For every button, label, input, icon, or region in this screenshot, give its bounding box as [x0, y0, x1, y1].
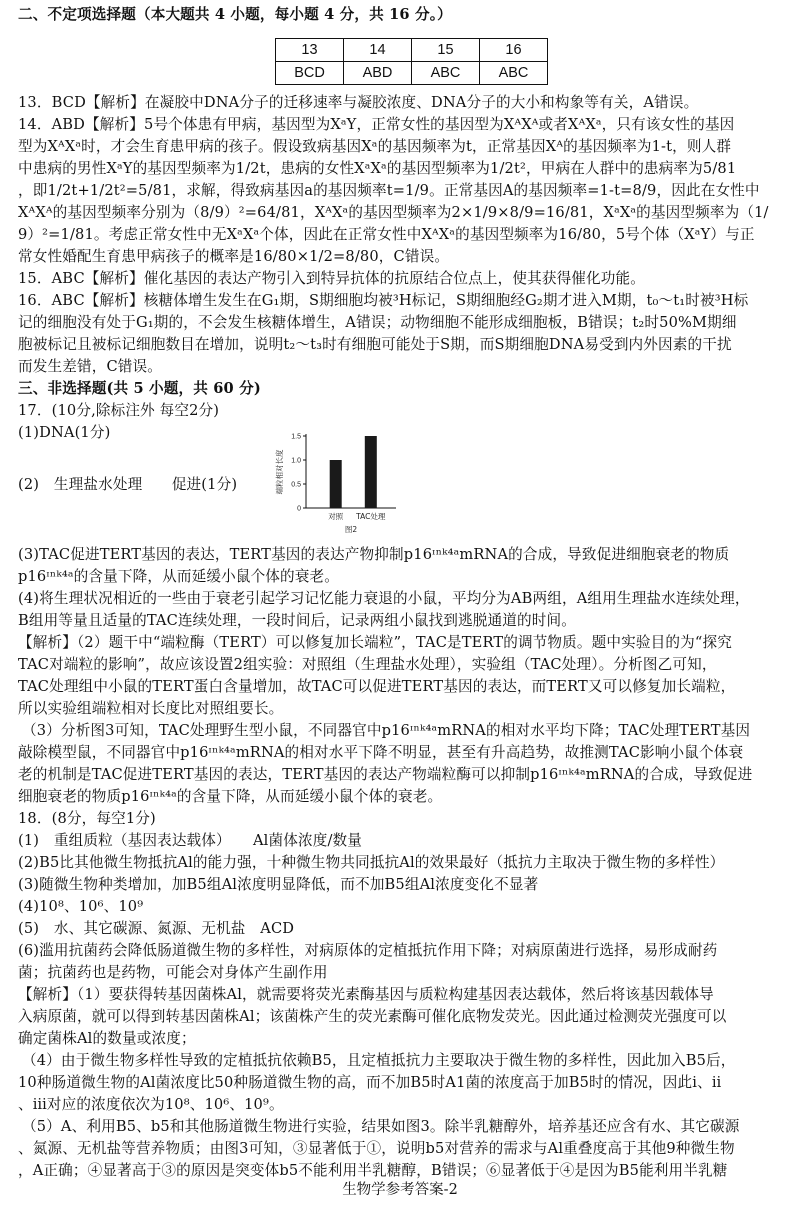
q18-analysis-line: 、ⅲ对应的浓度依次为10⁸、10⁶、10⁹。 — [18, 1096, 284, 1113]
chart-title: 图2 — [344, 525, 358, 534]
q17-analysis-line: 【解析】（2）题干中“端粒酶（TERT）可以修复加长端粒”，TAC是TERT的调节物质。题中实验目的为“探究 — [18, 634, 732, 651]
q14-explanation-line: 9）²=1/81。考虑正常女性中无XᵃXᵃ个体，因此在正常女性中XᴬXᵃ的基因型频率为16/80，5号个体（XᵃY）与正 — [18, 226, 755, 243]
q17-analysis-line: 敲除模型鼠，不同器官中p16ᶦⁿᵏ⁴ᵃmRNA的相对水平下降不明显，甚至有升高趋势，故推测TAC影响小鼠个体衰 — [18, 744, 744, 761]
q18-analysis-line: 确定菌株Al的数量或浓度； — [18, 1030, 196, 1047]
answer-14: ABD — [344, 62, 412, 85]
q17-answer-3-line: (3)TAC促进TERT基因的表达，TERT基因的表达产物抑制p16ᶦⁿᵏ⁴ᵃmRNA的合成，导致促进细胞衰老的物质 — [18, 546, 730, 563]
q14-explanation-line: 型为XᴬXᵃ时，才会生育患甲病的孩子。假设致病基因Xᵃ的基因频率为t，正常基因Xᴬ的基因频率为1-t，则人群 — [18, 138, 732, 155]
answer-number-15: 15 — [412, 39, 480, 62]
q17-answer-4-line: B组用等量且适量的TAC连续处理，一段时间后，记录两组小鼠找到逃脱通道的时间。 — [18, 612, 576, 629]
answer-13: BCD — [276, 62, 344, 85]
y-axis-title: 端粒相对长度 — [275, 449, 284, 495]
q18-answer-3: (3)随微生物种类增加，加B5组Al浓度明显降低，而不加B5组Al浓度变化不显著 — [18, 876, 539, 893]
answer-number-13: 13 — [276, 39, 344, 62]
q14-explanation-line: 中患病的男性XᵃY的基因型频率为1/2t，患病的女性XᵃXᵃ的基因型频率为1/2t²，甲病在人群中的患病率为5/81 — [18, 160, 737, 177]
q16-explanation-line: 16．ABC【解析】核糖体增生发生在G₁期，S期细胞均被³H标记，S期细胞经G₂期才进入M期，t₀～t₁时被³H标 — [18, 292, 749, 309]
answer-table — [275, 38, 548, 85]
q18-answer-4: (4)10⁸、10⁶、10⁹ — [18, 898, 144, 915]
q18-analysis-line: （4）由于微生物多样性导致的定植抵抗依赖B5，且定植抵抗力主要取决于微生物的多样性，因此加入B5后， — [22, 1052, 736, 1069]
q18-analysis-line: （5）A、利用B5、b5和其他肠道微生物进行实验，结果如图3。除半乳糖醇外，培养基还应含有水、其它碳源 — [22, 1118, 740, 1135]
answer-15: ABC — [412, 62, 480, 85]
page-footer: 生物学参考答案-2 — [342, 1182, 458, 1198]
q16-explanation-line: 而发生差错，C错误。 — [18, 358, 163, 375]
q17-analysis-line: 细胞衰老的物质p16ᶦⁿᵏ⁴ᵃ的含量下降，从而延缓小鼠个体的衰老。 — [18, 788, 443, 805]
chart-layer — [274, 434, 396, 535]
q14-explanation-line: 常女性婚配生育患甲病孩子的概率是16/80×1/2=8/80，C错误。 — [18, 248, 450, 265]
bar-1 — [330, 460, 342, 508]
q18-header: 18．(8分，每空1分) — [18, 810, 156, 827]
q17-answer-3-line: p16ᶦⁿᵏ⁴ᵃ的含量下降，从而延缓小鼠个体的衰老。 — [18, 568, 340, 585]
q18-analysis-line: ，A正确；④显著高于③的原因是突变体b5不能利用半乳糖醇，B错误；⑥显著低于④是因为B5能利用半乳糖 — [18, 1162, 728, 1179]
q18-answer-2: (2)B5比其他微生物抵抗Al的能力强，十种微生物共同抵抗Al的效果最好（抵抗力主取决于微生物的多样性） — [18, 854, 725, 871]
section3-title: 三、非选择题(共 5 小题，共 60 分) — [18, 380, 261, 397]
q14-explanation-line: 14．ABD【解析】5号个体患有甲病，基因型为XᵃY，正常女性的基因型为XᴬXᴬ或者XᴬXᵃ，只有该女性的基因 — [18, 116, 735, 133]
q17-analysis-line: （3）分析图3可知，TAC处理野生型小鼠，不同器官中p16ᶦⁿᵏ⁴ᵃmRNA的相对水平均下降；TAC处理TERT基因 — [22, 722, 751, 739]
q17-header: 17．(10分,除标注外 每空2分) — [18, 402, 220, 419]
answer-16: ABC — [480, 62, 548, 85]
y-tick-label: 1.0 — [291, 457, 301, 465]
answer-table-answer-row — [276, 62, 548, 85]
q18-analysis-line: 入病原菌，就可以得到转基因菌株Al；该菌株产生的荧光素酶可催化底物发荧光。因此通过检测荧光强度可以 — [18, 1008, 727, 1025]
q14-explanation-line: XᴬXᴬ的基因型频率分别为（8/9）²=64/81，XᴬXᵃ的基因型频率为2×1/9×8/9=16/81，XᵃXᵃ的基因型频率为（1/ — [18, 204, 769, 221]
q17-answer-4-line: (4)将生理状况相近的一些由于衰老引起学习记忆能力衰退的小鼠，平均分为AB两组，A组用生理盐水连续处理， — [18, 590, 750, 607]
q16-explanation-line: 记的细胞没有处于G₁期的，不会发生核糖体增生，A错误；动物细胞不能形成细胞板，B错误；t₂时50%M期细 — [18, 314, 737, 331]
answer-number-16: 16 — [480, 39, 548, 62]
y-tick-label: 0.5 — [291, 481, 301, 489]
q18-answer-6-line: (6)滥用抗菌药会降低肠道微生物的多样性，对病原体的定植抵抗作用下降；对病原菌进行选择，易形成耐药 — [18, 942, 718, 959]
q17-answer-1: (1)DNA(1分) — [18, 424, 111, 441]
answer-table-header-row — [276, 39, 548, 62]
q17-analysis-line: 老的机制是TAC促进TERT基因的表达，TERT基因的表达产物端粒酶可以抑制p16ᶦⁿᵏ⁴ᵃmRNA的合成，导致促进 — [18, 766, 753, 783]
q18-analysis-line: 【解析】（1）要获得转基因菌株Al，就需要将荧光素酶基因与质粒构建基因表达载体，然后将该基因载体导 — [18, 986, 714, 1003]
bar-2 — [365, 436, 377, 508]
answer-number-14: 14 — [344, 39, 412, 62]
q16-explanation-line: 胞被标记且被标记细胞数目在增加，说明t₂～t₃时有细胞可能处于S期，而S期细胞DNA易受到内外因素的干扰 — [18, 336, 732, 353]
q18-analysis-line: 10种肠道微生物的Al菌浓度比50种肠道微生物的高，而不加B5时A1菌的浓度高于加B5时的情况，因此ⅰ、ⅱ — [18, 1074, 722, 1091]
figure-2-bar-chart — [272, 424, 412, 534]
q18-answer-5: (5) 水、其它碳源、氮源、无机盐 ACD — [18, 920, 295, 937]
x-tick-label: 对照 — [328, 512, 344, 521]
q13-explanation: 13．BCD【解析】在凝胶中DNA分子的迁移速率与凝胶浓度、DNA分子的大小和构象等有关，A错误。 — [18, 94, 699, 111]
q17-answer-2: (2) 生理盐水处理 促进(1分) — [18, 476, 238, 493]
q17-analysis-line: TAC处理组中小鼠的TERT蛋白含量增加，故TAC可以促进TERT基因的表达，而TERT又可以修复加长端粒， — [18, 678, 736, 695]
q17-analysis-line: 所以实验组端粒相对长度比对照组要长。 — [18, 700, 284, 717]
q17-analysis-line: TAC对端粒的影响”，故应该设置2组实验：对照组（生理盐水处理），实验组（TAC处理）。分析图乙可知， — [18, 656, 717, 673]
x-tick-label: TAC处理 — [356, 512, 386, 521]
q18-answer-1: (1) 重组质粒（基因表达载体） Al菌体浓度/数量 — [18, 832, 363, 849]
q18-analysis-line: 、氮源、无机盐等营养物质；由图3可知，③显著低于①，说明b5对营养的需求与Al重叠度高于其他9种微生物 — [18, 1140, 735, 1157]
q15-explanation: 15．ABC【解析】催化基因的表达产物引入到特异抗体的抗原结合位点上，使其获得催化功能。 — [18, 270, 646, 287]
y-tick-label: 1.5 — [291, 433, 301, 441]
q18-answer-6-line: 菌；抗菌药也是药物，可能会对身体产生副作用 — [18, 964, 328, 981]
q14-explanation-line: ，即1/2t+1/2t²=5/81，求解，得致病基因a的基因频率t=1/9。正常基因A的基因频率=1-t=8/9，因此在女性中 — [18, 182, 760, 199]
y-tick-label: 0 — [297, 505, 301, 513]
section2-title: 二、不定项选择题（本大题共 4 小题，每小题 4 分，共 16 分。） — [18, 6, 452, 23]
